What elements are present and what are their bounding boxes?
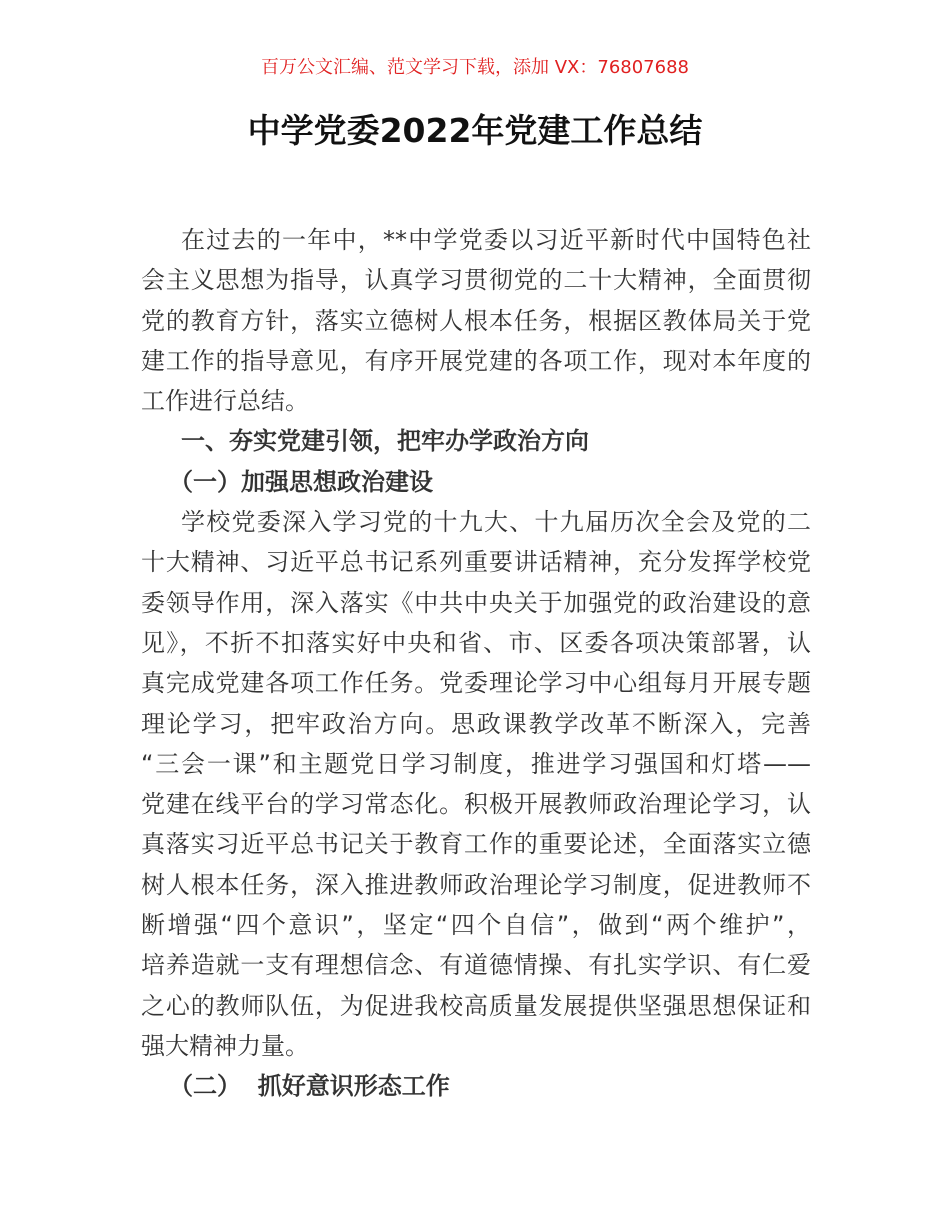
paragraph-line: 委领导作用，深入落实《中共中央关于加强党的政治建设的意 bbox=[141, 588, 811, 617]
paragraph-line: 树人根本任务，深入推进教师政治理论学习制度，促进教师不 bbox=[141, 870, 811, 899]
subsection-heading: （一）加强思想政治建设 bbox=[169, 467, 433, 496]
paragraph-line: 学校党委深入学习党的十九大、十九届历次全会及党的二 bbox=[181, 508, 811, 537]
paragraph-line: 断增强“四个意识”，坚定“四个自信”，做到“两个维护”， bbox=[141, 911, 811, 940]
paragraph-line: 真落实习近平总书记关于教育工作的重要论述，全面落实立德 bbox=[141, 830, 811, 859]
paragraph-line: 之心的教师队伍，为促进我校高质量发展提供坚强思想保证和 bbox=[141, 991, 811, 1020]
paragraph-line: 工作进行总结。 bbox=[141, 387, 309, 416]
paragraph-line: “三会一课”和主题党日学习制度，推进学习强国和灯塔—— bbox=[141, 749, 811, 778]
paragraph-line: 真完成党建各项工作任务。党委理论学习中心组每月开展专题 bbox=[141, 669, 811, 698]
paragraph-line: 会主义思想为指导，认真学习贯彻党的二十大精神，全面贯彻 bbox=[141, 266, 811, 295]
paragraph-line: 党的教育方针，落实立德树人根本任务，根据区教体局关于党 bbox=[141, 306, 811, 335]
paragraph-line: 强大精神力量。 bbox=[141, 1031, 309, 1060]
document-body bbox=[141, 220, 811, 1107]
paragraph-line: 党建在线平台的学习常态化。积极开展教师政治理论学习，认 bbox=[141, 790, 811, 819]
document-title: 中学党委2022年党建工作总结 bbox=[247, 111, 703, 150]
paragraph-line: 建工作的指导意见，有序开展党建的各项工作，现对本年度的 bbox=[141, 346, 811, 375]
section-heading: 一、夯实党建引领，把牢办学政治方向 bbox=[181, 427, 589, 456]
intro-paragraph bbox=[141, 220, 811, 421]
paragraph-line: 培养造就一支有理想信念、有道德情操、有扎实学识、有仁爱 bbox=[141, 951, 811, 980]
paragraph-line: 见》，不折不扣落实好中央和省、市、区委各项决策部署，认 bbox=[141, 628, 811, 657]
paragraph-line: 十大精神、习近平总书记系列重要讲话精神，充分发挥学校党 bbox=[141, 548, 811, 577]
subsection-heading: （二） 抓好意识形态工作 bbox=[169, 1072, 450, 1101]
watermark-banner: 百万公文汇编、范文学习下载，添加 VX：76807688 bbox=[261, 57, 689, 78]
paragraph-line: 在过去的一年中，**中学党委以习近平新时代中国特色社 bbox=[181, 226, 811, 254]
paragraph-line: 理论学习，把牢政治方向。思政课教学改革不断深入，完善 bbox=[141, 709, 811, 738]
body-paragraph bbox=[141, 502, 811, 1066]
